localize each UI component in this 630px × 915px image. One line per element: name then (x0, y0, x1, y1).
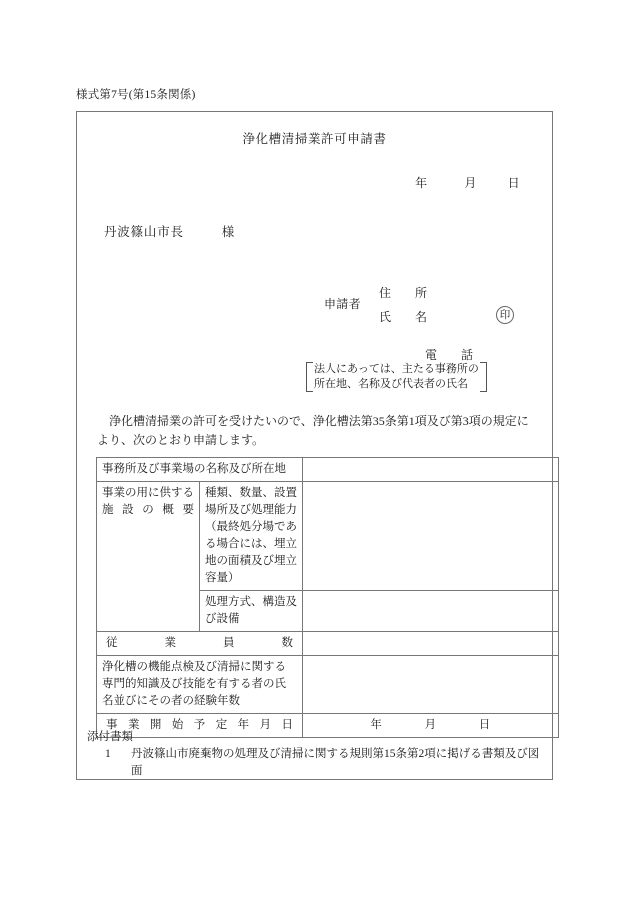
table-row-office (97, 458, 559, 482)
start-date-char-9: 日 (281, 719, 293, 731)
applicant-label: 申請者 (324, 297, 361, 311)
employees-char-2: 業 (164, 637, 176, 649)
start-date-char-1: 事 (106, 719, 118, 731)
attachments-section (85, 729, 547, 780)
body-paragraph: 浄化槽清掃業の許可を受けたいので、浄化槽法第35条第1項及び第3項の規定により、次のとおり申請します。 (97, 414, 529, 447)
document-title: 浄化槽清掃業許可申請書 (242, 132, 387, 146)
addressee-honorific: 様 (221, 225, 236, 239)
applicant-rows (324, 282, 540, 362)
date-month-label: 月 (464, 176, 477, 190)
corporation-note-line1: 法人にあっては、主たる事務所の (314, 363, 479, 375)
employees-char-3: 員 (223, 637, 235, 649)
corporation-note-body (314, 362, 479, 392)
corporation-note-line2: 所在地、名称及び代表者の氏名 (314, 378, 468, 390)
addressee-name: 丹波篠山市長 (104, 225, 184, 239)
application-table (96, 457, 559, 738)
form-number: 様式第7号(第15条関係) (76, 89, 196, 101)
employees-char-1: 従 (106, 637, 118, 649)
attachment-item-number: 1 (105, 748, 111, 760)
attachments-heading: 添付書類 (87, 731, 133, 743)
corporation-note (306, 362, 487, 392)
start-date-char-4: 始 (171, 719, 184, 731)
bracket-right-icon (480, 362, 487, 392)
start-date-char-6: 定 (215, 719, 228, 731)
start-date-year-label: 年 (370, 719, 383, 731)
qualified-value-cell[interactable] (303, 656, 559, 714)
form-inner (77, 112, 552, 779)
start-date-char-7: 年 (237, 719, 250, 731)
date-day-label: 日 (507, 176, 520, 190)
seal-icon: 印 (496, 306, 514, 324)
facility-sub2-label-cell: 処理方式、構造及び設備 (200, 591, 303, 632)
applicant-name-label: 氏 名 (379, 310, 434, 324)
table-row-facility-1 (97, 482, 559, 591)
applicant-block (324, 282, 540, 362)
form-frame (76, 111, 553, 780)
employees-char-4: 数 (281, 637, 293, 649)
facility-sub1-label-cell: 種類、数量、設置場所及び処理能力（最終処分場である場合には、埋立地の面積及び埋立容量） (200, 482, 303, 591)
employees-label-spread (102, 635, 297, 652)
attachment-item-1 (85, 746, 547, 780)
qualified-label-cell: 浄化槽の機能点検及び清掃に関する専門的知識及び技能を有する者の氏名並びにその者の経験年数 (97, 656, 303, 714)
addressee-line (104, 222, 235, 240)
start-date-month-label: 月 (424, 719, 437, 731)
office-label-cell: 事務所及び事業場の名称及び所在地 (97, 458, 303, 482)
applicant-address-label: 住 所 (379, 286, 434, 300)
table-row-qualified (97, 656, 559, 714)
header-date-line (77, 174, 552, 191)
start-date-char-5: 予 (193, 719, 206, 731)
office-value-cell[interactable] (303, 458, 559, 482)
start-date-day-label: 日 (478, 719, 491, 731)
start-date-char-2: 業 (127, 719, 140, 731)
start-date-char-3: 開 (149, 719, 162, 731)
facility-sub2-value-cell[interactable] (303, 591, 559, 632)
applicant-phone-label: 電 話 (425, 348, 480, 362)
bracket-left-icon (306, 362, 313, 392)
attachment-item-text: 丹波篠山市廃棄物の処理及び清掃に関する規則第15条第2項に掲げる書類及び図面 (131, 748, 540, 777)
facility-label-cell: 事業の用に供する施設の概要 (97, 482, 200, 632)
employees-value-cell[interactable] (303, 632, 559, 656)
start-date-char-8: 月 (259, 719, 272, 731)
table-row-employees (97, 632, 559, 656)
date-year-label: 年 (415, 176, 428, 190)
facility-sub1-value-cell[interactable] (303, 482, 559, 591)
employees-label-cell (97, 632, 303, 656)
